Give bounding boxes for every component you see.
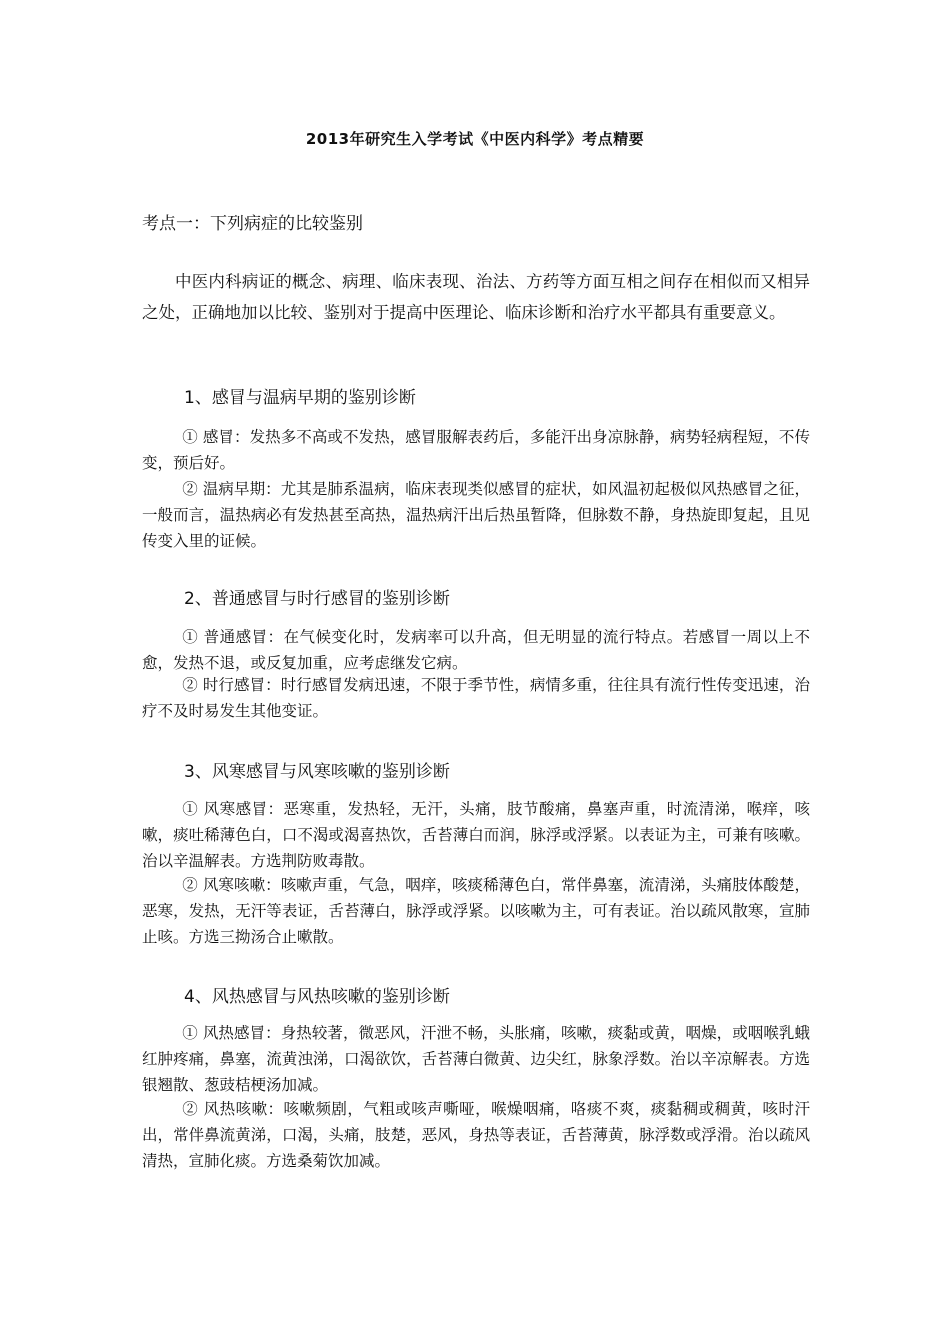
subsection-heading-1: 1、感冒与温病早期的鉴别诊断 [184, 388, 416, 408]
subsection-heading-3: 3、风寒感冒与风寒咳嗽的鉴别诊断 [184, 762, 450, 782]
item-4-1: ① 风热感冒：身热较著，微恶风，汗泄不畅，头胀痛，咳嗽，痰黏或黄，咽燥，或咽喉乳蛾红肿疼痛，鼻塞，流黄浊涕，口渴欲饮，舌苔薄白微黄、边尖红，脉象浮数。治以辛凉解表。方选银翘散、葱豉桔梗汤加减。 [142, 1024, 810, 1094]
subsection-heading-4: 4、风热感冒与风热咳嗽的鉴别诊断 [184, 987, 450, 1007]
item-4-2: ② 风热咳嗽：咳嗽频剧，气粗或咳声嘶哑，喉燥咽痛，咯痰不爽，痰黏稠或稠黄，咳时汗出，常伴鼻流黄涕，口渴，头痛，肢楚，恶风，身热等表证，舌苔薄黄，脉浮数或浮滑。治以疏风清热，宣肺化痰。方选桑菊饮加减。 [142, 1100, 810, 1170]
item-2-2: ② 时行感冒：时行感冒发病迅速，不限于季节性，病情多重，往往具有流行性传变迅速，治疗不及时易发生其他变证。 [142, 676, 810, 720]
item-1-1: ① 感冒：发热多不高或不发热，感冒服解表药后，多能汗出身凉脉静，病势轻病程短，不传变，预后好。 [142, 428, 810, 472]
subsection-heading-2: 2、普通感冒与时行感冒的鉴别诊断 [184, 589, 450, 609]
item-3-1: ① 风寒感冒：恶寒重，发热轻，无汗，头痛，肢节酸痛，鼻塞声重，时流清涕，喉痒，咳嗽，痰吐稀薄色白，口不渴或渴喜热饮，舌苔薄白而润，脉浮或浮紧。以表证为主，可兼有咳嗽。治以辛温解表。方选荆防败毒散。 [142, 800, 810, 870]
item-2-1: ① 普通感冒：在气候变化时，发病率可以升高，但无明显的流行特点。若感冒一周以上不愈，发热不退，或反复加重，应考虑继发它病。 [142, 628, 810, 672]
document-title: 2013年研究生入学考试《中医内科学》考点精要 [305, 130, 645, 148]
item-1-2: ② 温病早期：尤其是肺系温病，临床表现类似感冒的症状，如风温初起极似风热感冒之征，一般而言，温热病必有发热甚至高热，温热病汗出后热虽暂降，但脉数不静，身热旋即复起，且见传变入里的证候。 [142, 480, 810, 550]
section-heading: 考点一：下列病症的比较鉴别 [142, 214, 363, 234]
intro-paragraph: 中医内科病证的概念、病理、临床表现、治法、方药等方面互相之间存在相似而又相异之处，正确地加以比较、鉴别对于提高中医理论、临床诊断和治疗水平都具有重要意义。 [142, 272, 810, 322]
item-3-2: ② 风寒咳嗽：咳嗽声重，气急，咽痒，咳痰稀薄色白，常伴鼻塞，流清涕，头痛肢体酸楚，恶寒，发热，无汗等表证，舌苔薄白，脉浮或浮紧。以咳嗽为主，可有表证。治以疏风散寒，宣肺止咳。方选三拗汤合止嗽散。 [142, 876, 810, 946]
